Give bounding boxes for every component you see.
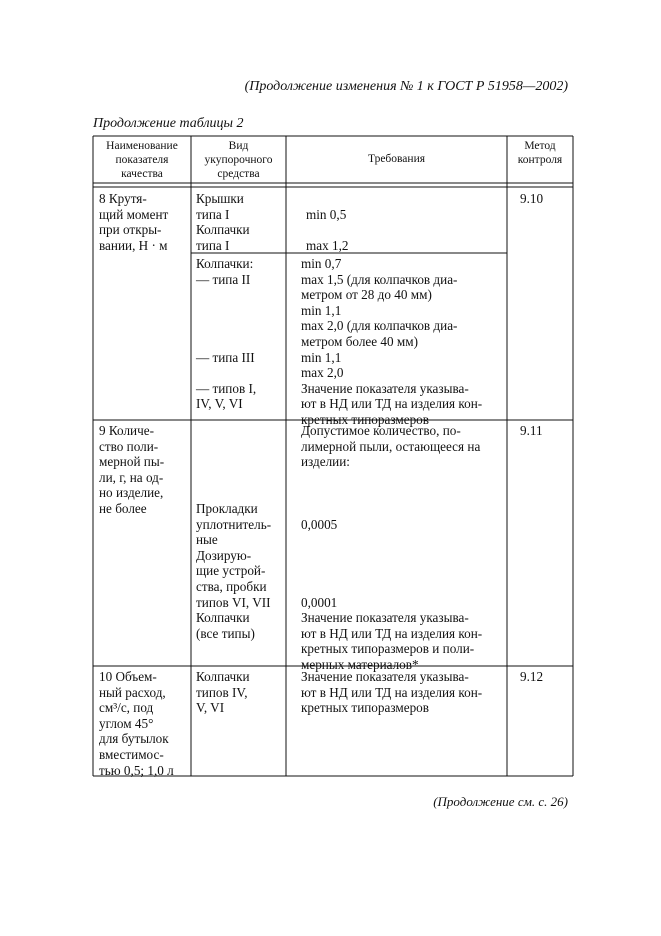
row9-name: 9 Количе- ство поли- мерной пы- ли, г, на од- но изделие, не более [99, 423, 165, 516]
row10-req: Значение показателя указыва- ют в НД или ТД на изделия кон- кретных типоразмеров [301, 669, 483, 716]
row10-name: 10 Объем- ный расход, см³/с, под углом 45° для бутылок вместимос- тью 0,5; 1,0 л [99, 669, 174, 778]
row8-method: 9.10 [520, 191, 544, 206]
row9-req: Допустимое количество, по- лимерной пыли, остающееся на изделии: 0,0005 0,0001 Значение показателя указыва- ют в НД или ТД на изделия кон- кретных типоразмеров и поли- мерных материалов* [301, 423, 483, 672]
column-header-requirements: Требования [367, 153, 426, 165]
row9-type: Прокладки уплотнитель- ные Дозирую- щие устрой- ства, пробки типов VI, VII Колпачки (все типы) [196, 500, 272, 641]
row10-method: 9.12 [520, 669, 544, 684]
running-head: (Продолжение изменения № 1 к ГОСТ Р 51958—2002) [244, 79, 568, 94]
row9-method: 9.11 [520, 423, 543, 438]
row8-req-a: min 0,5 max 1,2 [306, 206, 349, 253]
column-header-method: Метод контроля [517, 140, 563, 166]
row8-name: 8 Крутя- щий момент при откры- вании, Н · м [99, 191, 169, 253]
continuation-note: (Продолжение см. с. 26) [433, 794, 568, 809]
row10-type: Колпачки типов IV, V, VI [196, 669, 250, 716]
row8-req-b: min 0,7 max 1,5 (для колпачков диа- метром от 28 до 40 мм) min 1,1 max 2,0 (для колпачков диа- метром более 40 мм) min 1,1 max 2,0 Значение показателя указыва- ют в НД или ТД на изделия кон- кретных типоразмеров [301, 256, 483, 427]
table-caption: Продолжение таблицы 2 [93, 116, 244, 131]
column-header-type: Вид укупорочного средства [204, 140, 273, 180]
row8-type-b: Колпачки: — типа II — типа III — типов I, IV, V, VI [196, 256, 257, 412]
column-header-name: Наименование показателя качества [106, 140, 178, 180]
row8-type-a: Крышки типа I Колпачки типа I [196, 191, 250, 253]
